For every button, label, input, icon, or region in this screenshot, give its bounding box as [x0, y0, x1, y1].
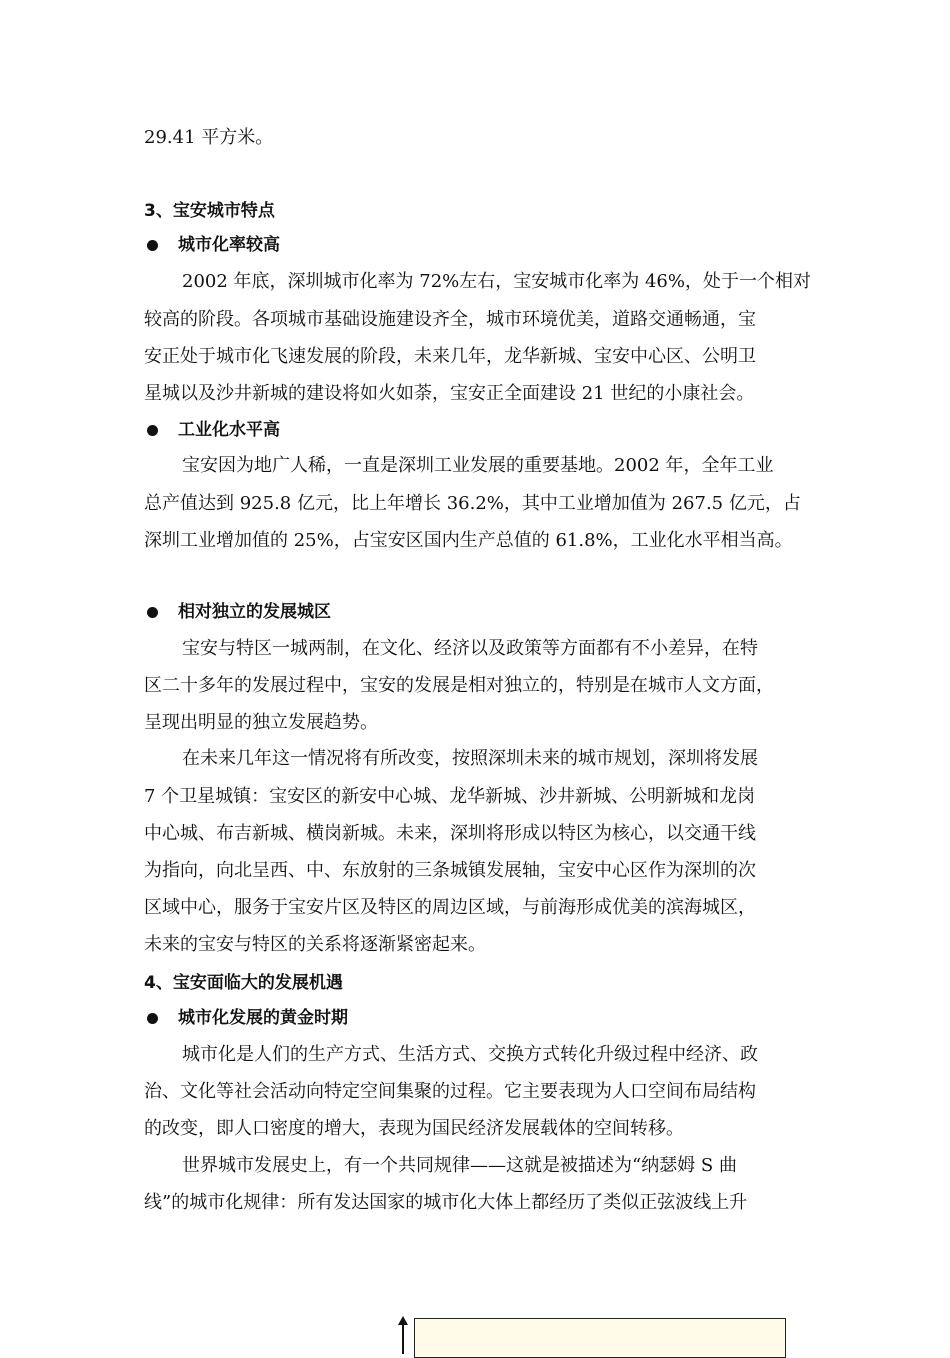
paragraph-line: 中心城、布吉新城、横岗新城。未来，深圳将形成以特区为核心，以交通干线 [144, 823, 756, 844]
paragraph-line: 治、文化等社会活动向特定空间集聚的过程。它主要表现为人口空间布局结构 [144, 1081, 756, 1102]
bullet-heading-independent-district [144, 600, 844, 624]
paragraph-line: 深圳工业增加值的 25%，占宝安区国内生产总值的 61.8%，工业化水平相当高。 [144, 530, 793, 551]
bullet-heading-text: 城市化率较高 [178, 235, 280, 255]
paragraph-line: 区域中心，服务于宝安片区及特区的周边区域，与前海形成优美的滨海城区， [144, 897, 756, 918]
paragraph-line: 为指向，向北呈西、中、东放射的三条城镇发展轴，宝安中心区作为深圳的次 [144, 860, 756, 881]
figure-frame [414, 1318, 786, 1358]
paragraph-line: 星城以及沙井新城的建设将如火如荼，宝安正全面建设 21 世纪的小康社会。 [144, 383, 755, 404]
paragraph-line: 世界城市发展史上，有一个共同规律——这就是被描述为“纳瑟姆 S 曲 [182, 1155, 737, 1176]
paragraph-line: 城市化是人们的生产方式、生活方式、交换方式转化升级过程中经济、政 [182, 1044, 758, 1065]
bullet-heading-text: 相对独立的发展城区 [178, 602, 331, 622]
bullet-dot-icon [147, 240, 158, 251]
bullet-heading-industrialization [144, 418, 844, 442]
paragraph-line: 较高的阶段。各项城市基础设施建设齐全，城市环境优美，道路交通畅通，宝 [144, 309, 756, 330]
section-heading-4: 4、宝安面临大的发展机遇 [144, 973, 343, 993]
bullet-heading-text: 工业化水平高 [178, 420, 280, 440]
paragraph-line: 安正处于城市化飞速发展的阶段，未来几年，龙华新城、宝安中心区、公明卫 [144, 346, 756, 367]
section-heading-3: 3、宝安城市特点 [144, 201, 275, 221]
paragraph-line: 总产值达到 925.8 亿元，比上年增长 36.2%，其中工业增加值为 267.5 亿元，占 [144, 493, 801, 514]
paragraph-line: 呈现出明显的独立发展趋势。 [144, 712, 378, 733]
bullet-dot-icon [147, 1013, 158, 1024]
chart-y-axis [402, 1324, 404, 1354]
paragraph-line: 的改变，即人口密度的增大，表现为国民经济发展载体的空间转移。 [144, 1118, 684, 1139]
paragraph-line: 在未来几年这一情况将有所改变，按照深圳未来的城市规划，深圳将发展 [182, 748, 758, 769]
bullet-dot-icon [147, 425, 158, 436]
paragraph-line: 7 个卫星城镇：宝安区的新安中心城、龙华新城、沙井新城、公明新城和龙岗 [144, 786, 756, 807]
paragraph-tail: 29.41 平方米。 [144, 127, 274, 148]
paragraph-line: 宝安与特区一城两制，在文化、经济以及政策等方面都有不小差异，在特 [182, 638, 758, 659]
bullet-dot-icon [147, 607, 158, 618]
paragraph-line: 宝安因为地广人稀，一直是深圳工业发展的重要基地。2002 年，全年工业 [182, 455, 774, 476]
bullet-heading-text: 城市化发展的黄金时期 [178, 1008, 348, 1028]
bullet-heading-golden-period [144, 1006, 844, 1030]
paragraph-line: 未来的宝安与特区的关系将逐渐紧密起来。 [144, 934, 486, 955]
paragraph-line: 区二十多年的发展过程中，宝安的发展是相对独立的，特别是在城市人文方面， [144, 675, 774, 696]
paragraph-line: 线”的城市化规律：所有发达国家的城市化大体上都经历了类似正弦波线上升 [144, 1192, 748, 1213]
paragraph-line: 2002 年底，深圳城市化率为 72%左右，宝安城市化率为 46%，处于一个相对 [182, 271, 811, 292]
bullet-heading-urbanization-rate [144, 233, 844, 257]
